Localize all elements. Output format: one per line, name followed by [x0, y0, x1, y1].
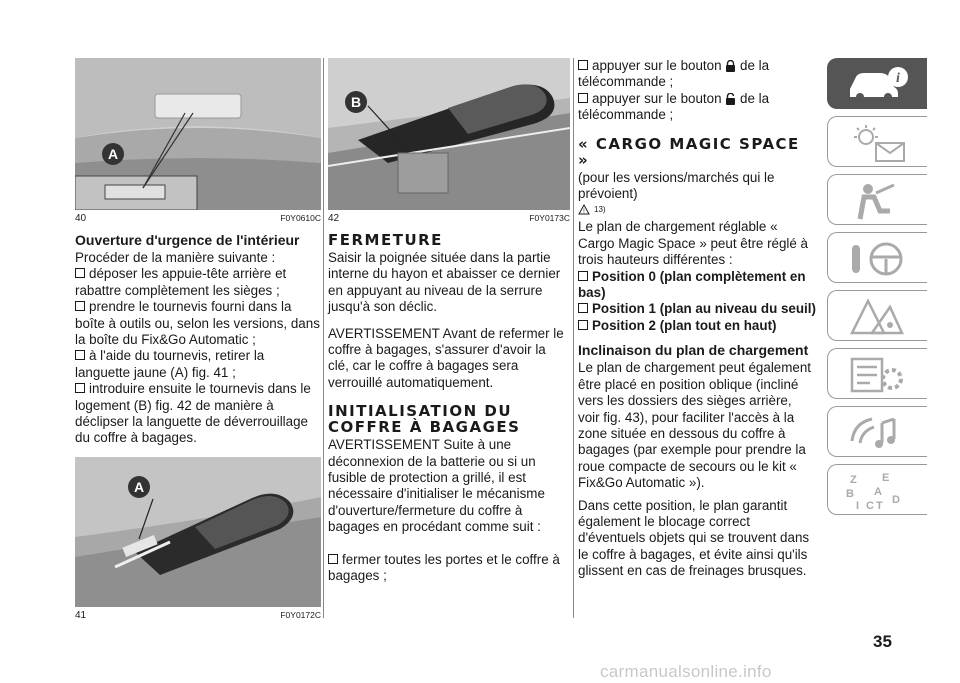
section-heading: Ouverture d'urgence de l'intérieur — [75, 232, 300, 248]
section-heading: Inclinaison du plan de chargement — [578, 342, 809, 359]
svg-text:B: B — [846, 488, 854, 500]
paragraph: Le plan de chargement réglable « Cargo Magic Space » peut être réglé à trois hauteurs différentes : — [578, 219, 809, 268]
bullet-box-icon — [578, 271, 588, 281]
figure-42-label: B — [350, 94, 362, 110]
bullet-box-icon — [578, 320, 588, 330]
lock-closed-icon — [725, 60, 736, 72]
column-3 — [578, 58, 816, 580]
section-heading: FERMETURE — [328, 231, 443, 249]
bullet-box-icon — [578, 60, 588, 70]
driving-steering-icon — [846, 239, 912, 279]
tab-warning-lights[interactable] — [827, 116, 927, 167]
paragraph: AVERTISSEMENT Suite à une déconnexion de la batterie ou si un fusible de protection a grillé, il est nécessaire d'initialiser le mécanisme d'ouverture/fermeture du coffre à bagages en procédant comme suit : — [328, 437, 545, 535]
tab-emergency[interactable] — [827, 290, 927, 341]
list-item: appuyer sur le bouton de la télécommande ; — [578, 58, 770, 90]
list-item: introduire ensuite le tournevis dans le logement (B) fig. 42 de manière à déclipser la languette de déverrouillage du coffre à bagages. — [75, 381, 311, 446]
bullet-box-icon — [75, 268, 85, 278]
warning-triangle-icon — [578, 204, 590, 215]
figure-number: 42 — [328, 213, 340, 224]
bullet-box-icon — [75, 301, 85, 311]
svg-text:i: i — [896, 71, 900, 86]
bullet-box-icon — [75, 383, 85, 393]
figure-41-caption — [75, 610, 321, 621]
figure-number: 40 — [75, 213, 87, 224]
car-info-icon — [846, 65, 912, 105]
paragraph: Le plan de chargement peut également être placé en position oblique (incliné vers les dossiers des sièges arrière, voir fig. 43), pour faciliter l'accès à la zone située en dessous du coffre à bagages (par exemple pour prendre la roue compacte de secours ou le kit « Fix&Go Automatic »). — [578, 360, 812, 491]
figure-41-label: A — [133, 478, 145, 495]
svg-text:Z: Z — [850, 474, 857, 486]
emergency-road-icon — [846, 297, 912, 337]
figure-42-caption — [328, 213, 570, 224]
svg-text:T: T — [876, 500, 883, 511]
list-item: Position 2 (plan tout en haut) — [578, 318, 816, 334]
lock-open-icon — [725, 93, 736, 105]
figure-40-caption — [75, 213, 321, 224]
figure-41-image — [75, 457, 321, 607]
tab-multimedia[interactable] — [827, 406, 927, 457]
figure-42-image — [328, 58, 570, 210]
multimedia-music-icon — [846, 413, 912, 453]
column-1 — [75, 58, 321, 629]
bullet-box-icon — [328, 554, 338, 564]
list-item: Position 0 (plan complètement en bas) — [578, 268, 806, 301]
column-divider — [323, 58, 324, 618]
svg-text:D: D — [892, 494, 900, 506]
svg-text:E: E — [882, 472, 890, 484]
section-heading: « CARGO MAGIC SPACE » — [578, 134, 800, 169]
column-divider — [573, 58, 574, 618]
tab-car-info[interactable] — [827, 58, 927, 109]
list-item: Position 1 (plan au niveau du seuil) — [578, 301, 816, 317]
bullet-box-icon — [578, 93, 588, 103]
tab-driving[interactable] — [827, 232, 927, 283]
figure-number: 41 — [75, 609, 87, 621]
section-heading: INITIALISATION DU COFFRE À BAGAGES — [328, 402, 521, 437]
figure-code: F0Y0173C — [529, 213, 570, 223]
tab-maintenance[interactable] — [827, 348, 927, 399]
column-2 — [328, 58, 570, 585]
figure-40-label: A — [107, 146, 119, 162]
figure-code: F0Y0172C — [280, 609, 321, 620]
tab-safety[interactable] — [827, 174, 927, 225]
watermark: carmanualsonline.info — [600, 662, 772, 681]
paragraph: Saisir la poignée située dans la partie interne du hayon et abaisser ce dernier en appuyant au niveau de la serrure jusqu'à son déclic. — [328, 250, 561, 315]
paragraph: AVERTISSEMENT Avant de refermer le coffre à bagages, s'assurer d'avoir la clé, car le coffre à bagages sera verrouillé automatiquement. — [328, 325, 564, 390]
paragraph: (pour les versions/marchés qui le prévoient) — [578, 169, 775, 202]
svg-text:!: ! — [583, 209, 585, 216]
paragraph: Dans cette position, le plan garantit également le blocage correct d'éventuels objets qui se trouvent dans le coffre à bagages, et évite ainsi qu'ils glissent en cas de freinages brusques. — [578, 497, 810, 579]
bullet-box-icon — [578, 303, 588, 313]
list-item: déposer les appuie-tête arrière et rabattre complètement les sièges ; — [75, 266, 287, 298]
safety-airbag-icon — [846, 181, 912, 221]
list-item: à l'aide du tournevis, retirer la languette jaune (A) fig. 41 ; — [75, 348, 265, 380]
maintenance-gears-icon — [846, 355, 912, 395]
figure-40-image — [75, 58, 321, 210]
bullet-box-icon — [75, 350, 85, 360]
intro-text: Procéder de la manière suivante : — [75, 250, 276, 265]
svg-text:C: C — [866, 500, 874, 511]
svg-text:A: A — [874, 486, 882, 498]
chapter-tabs — [827, 58, 929, 522]
page-number: 35 — [873, 632, 892, 651]
list-item: fermer toutes les portes et le coffre à bagages ; — [328, 551, 560, 584]
list-item: prendre le tournevis fourni dans la boîte à outils ou, selon les versions, dans la boîte du Fix&Go Automatic ; — [75, 299, 320, 348]
svg-text:I: I — [856, 500, 860, 511]
figure-code: F0Y0610C — [280, 213, 321, 223]
warning-lights-icon — [846, 123, 912, 163]
warning-reference: ! 13) — [578, 204, 816, 215]
tab-index[interactable] — [827, 464, 927, 515]
index-letters-icon — [846, 471, 912, 511]
list-item: appuyer sur le bouton de la télécommande ; — [578, 90, 770, 123]
